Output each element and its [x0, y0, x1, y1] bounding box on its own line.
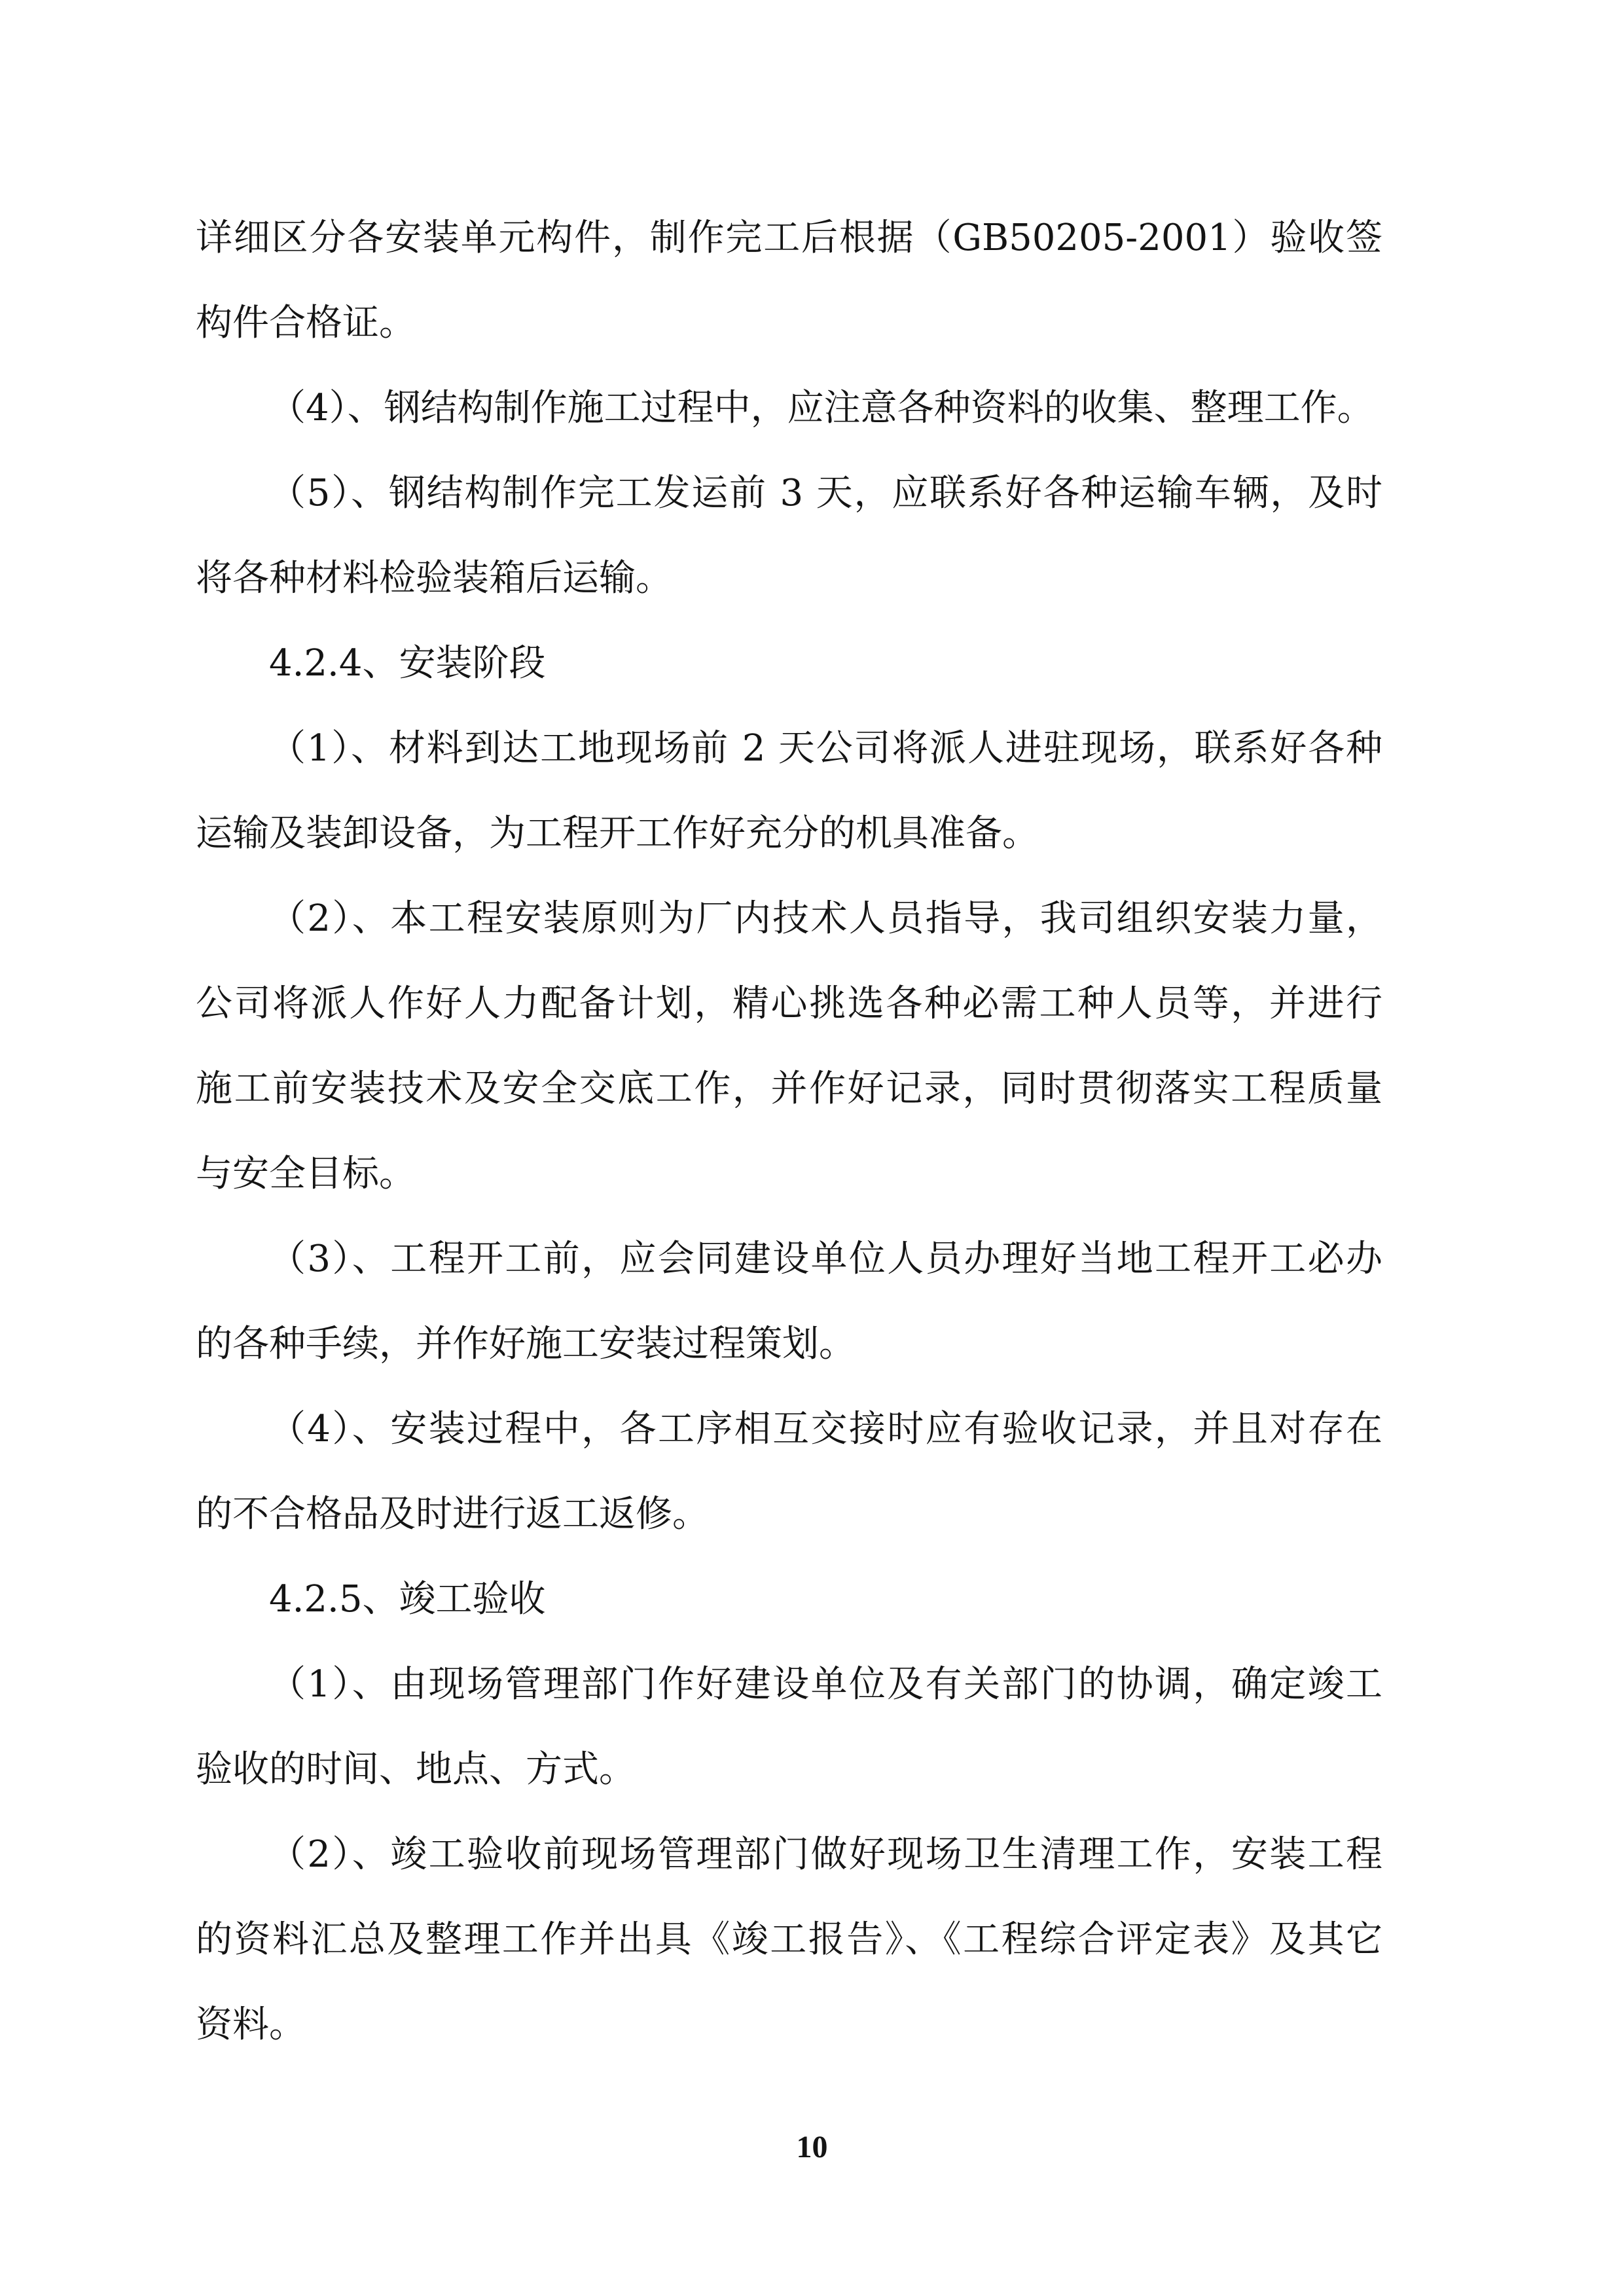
page-number: 10 [796, 2130, 828, 2164]
section-heading-text: 4.2.5、竣工验收 [269, 1578, 546, 1621]
text-line: 的资料汇总及整理工作并出具《竣工报告》、《工程综合评定表》及其它 [196, 1918, 1382, 1961]
text-line: 资料。 [196, 2003, 306, 2046]
document-body [196, 196, 1382, 2068]
text-line: （4）、钢结构制作施工过程中，应注意各种资料的收集、整理工作。 [269, 387, 1374, 429]
text-line: 施工前安装技术及安全交底工作，并作好记录，同时贯彻落实工程质量 [196, 1067, 1382, 1110]
text-line: （1）、材料到达工地现场前 2 天公司将派人进驻现场，联系好各种 [269, 727, 1382, 770]
text-line: 构件合格证。 [196, 302, 416, 344]
text-line: 的各种手续，并作好施工安装过程策划。 [196, 1323, 856, 1365]
text-line: 验收的时间、地点、方式。 [196, 1748, 636, 1791]
text-line: （3）、工程开工前，应会同建设单位人员办理好当地工程开工必办 [269, 1238, 1382, 1280]
paragraph [196, 366, 1382, 451]
paragraph [196, 1217, 1382, 1387]
text-line: 将各种材料检验装箱后运输。 [196, 557, 672, 600]
text-line: 的不合格品及时进行返工返修。 [196, 1493, 709, 1535]
paragraph [196, 1812, 1382, 2068]
text-line: （4）、安装过程中，各工序相互交接时应有验收记录，并且对存在 [269, 1408, 1382, 1450]
paragraph [196, 451, 1382, 621]
text-line: （5）、钢结构制作完工发运前 3 天，应联系好各种运输车辆，及时 [269, 472, 1382, 514]
paragraph [196, 196, 1382, 366]
section-heading-text: 4.2.4、安装阶段 [269, 642, 546, 685]
paragraph [196, 1387, 1382, 1557]
paragraph [196, 706, 1382, 876]
paragraph [196, 876, 1382, 1217]
text-line: （2）、本工程安装原则为厂内技术人员指导，我司组织安装力量， [269, 897, 1382, 940]
paragraph [196, 1642, 1382, 1812]
section-heading [196, 621, 1382, 706]
text-line: 详细区分各安装单元构件，制作完工后根据（GB50205-2001）验收签 [196, 217, 1382, 259]
text-line: 与安全目标。 [196, 1153, 416, 1195]
text-line: （2）、竣工验收前现场管理部门做好现场卫生清理工作，安装工程 [269, 1833, 1382, 1876]
section-heading [196, 1557, 1382, 1642]
text-line: 运输及装卸设备，为工程开工作好充分的机具准备。 [196, 812, 1039, 855]
text-line: 公司将派人作好人力配备计划，精心挑选各种必需工种人员等，并进行 [196, 982, 1382, 1025]
text-line: （1）、由现场管理部门作好建设单位及有关部门的协调，确定竣工 [269, 1663, 1382, 1706]
